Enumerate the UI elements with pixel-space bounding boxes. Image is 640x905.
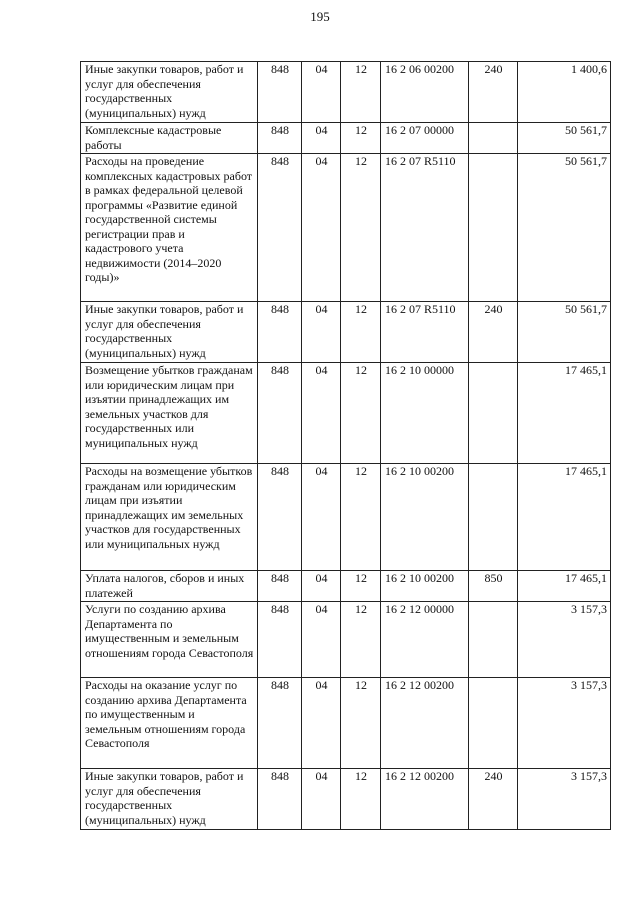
table-row [81, 363, 611, 464]
row-sum: 1 400,6 [518, 62, 611, 123]
row-pr: 12 [341, 602, 381, 678]
row-sum: 3 157,3 [518, 602, 611, 678]
row-name: Иные закупки товаров, работ и услуг для обеспечения государственных (муниципальных) нужд [81, 302, 258, 363]
table-row [81, 602, 611, 678]
table-row [81, 62, 611, 123]
row-rz: 04 [302, 464, 341, 571]
row-rz: 04 [302, 602, 341, 678]
row-csr: 16 2 07 00000 [381, 123, 469, 154]
row-csr: 16 2 12 00000 [381, 602, 469, 678]
row-ved: 848 [258, 571, 302, 602]
row-rz: 04 [302, 62, 341, 123]
row-csr: 16 2 12 00200 [381, 678, 469, 769]
row-pr: 12 [341, 769, 381, 830]
table-row [81, 769, 611, 830]
row-pr: 12 [341, 464, 381, 571]
row-sum: 50 561,7 [518, 123, 611, 154]
row-vr [469, 464, 518, 571]
row-csr: 16 2 06 00200 [381, 62, 469, 123]
row-sum: 50 561,7 [518, 154, 611, 302]
row-sum: 3 157,3 [518, 769, 611, 830]
row-vr [469, 602, 518, 678]
row-rz: 04 [302, 571, 341, 602]
table-row [81, 678, 611, 769]
table-row [81, 123, 611, 154]
row-pr: 12 [341, 571, 381, 602]
row-name: Иные закупки товаров, работ и услуг для обеспечения государственных (муниципальных) нужд [81, 769, 258, 830]
row-name: Иные закупки товаров, работ и услуг для обеспечения государственных (муниципальных) нужд [81, 62, 258, 123]
row-csr: 16 2 10 00200 [381, 464, 469, 571]
row-rz: 04 [302, 154, 341, 302]
row-name: Услуги по созданию архива Департамента по имущественным и земельным отношениям города Севастополя [81, 602, 258, 678]
table-row [81, 154, 611, 302]
row-name: Возмещение убытков гражданам или юридическим лицам при изъятии принадлежащих им земельных участков для государственных или муниципальных нужд [81, 363, 258, 464]
row-name: Комплексные кадастровые работы [81, 123, 258, 154]
row-pr: 12 [341, 62, 381, 123]
row-ved: 848 [258, 62, 302, 123]
row-ved: 848 [258, 302, 302, 363]
row-pr: 12 [341, 302, 381, 363]
row-sum: 50 561,7 [518, 302, 611, 363]
row-vr [469, 154, 518, 302]
row-vr: 850 [469, 571, 518, 602]
row-sum: 17 465,1 [518, 363, 611, 464]
row-sum: 17 465,1 [518, 464, 611, 571]
row-vr [469, 363, 518, 464]
row-ved: 848 [258, 769, 302, 830]
row-pr: 12 [341, 123, 381, 154]
row-csr: 16 2 07 R5110 [381, 154, 469, 302]
row-vr [469, 678, 518, 769]
row-name: Уплата налогов, сборов и иных платежей [81, 571, 258, 602]
table-row [81, 571, 611, 602]
row-ved: 848 [258, 154, 302, 302]
row-rz: 04 [302, 302, 341, 363]
row-pr: 12 [341, 154, 381, 302]
row-sum: 3 157,3 [518, 678, 611, 769]
row-vr: 240 [469, 302, 518, 363]
row-csr: 16 2 10 00000 [381, 363, 469, 464]
row-pr: 12 [341, 363, 381, 464]
row-csr: 16 2 10 00200 [381, 571, 469, 602]
row-vr: 240 [469, 769, 518, 830]
row-ved: 848 [258, 123, 302, 154]
row-rz: 04 [302, 123, 341, 154]
row-ved: 848 [258, 363, 302, 464]
row-name: Расходы на оказание услуг по созданию архива Департамента по имущественным и земельным отношениям города Севастополя [81, 678, 258, 769]
row-sum: 17 465,1 [518, 571, 611, 602]
table-row [81, 302, 611, 363]
row-ved: 848 [258, 602, 302, 678]
row-vr: 240 [469, 62, 518, 123]
row-pr: 12 [341, 678, 381, 769]
row-rz: 04 [302, 769, 341, 830]
row-csr: 16 2 12 00200 [381, 769, 469, 830]
row-csr: 16 2 07 R5110 [381, 302, 469, 363]
table-row [81, 464, 611, 571]
row-name: Расходы на возмещение убытков гражданам или юридическим лицам при изъятии принадлежащих им земельных участков для государственных или муниципальных нужд [81, 464, 258, 571]
row-ved: 848 [258, 678, 302, 769]
row-ved: 848 [258, 464, 302, 571]
page-number: 195 [310, 9, 330, 24]
row-vr [469, 123, 518, 154]
row-rz: 04 [302, 678, 341, 769]
row-name: Расходы на проведение комплексных кадастровых работ в рамках федеральной целевой программы «Развитие единой государственной системы регистрации прав и кадастрового учета недвижимости (2014–2020 годы)» [81, 154, 258, 302]
budget-table [80, 61, 611, 830]
row-rz: 04 [302, 363, 341, 464]
